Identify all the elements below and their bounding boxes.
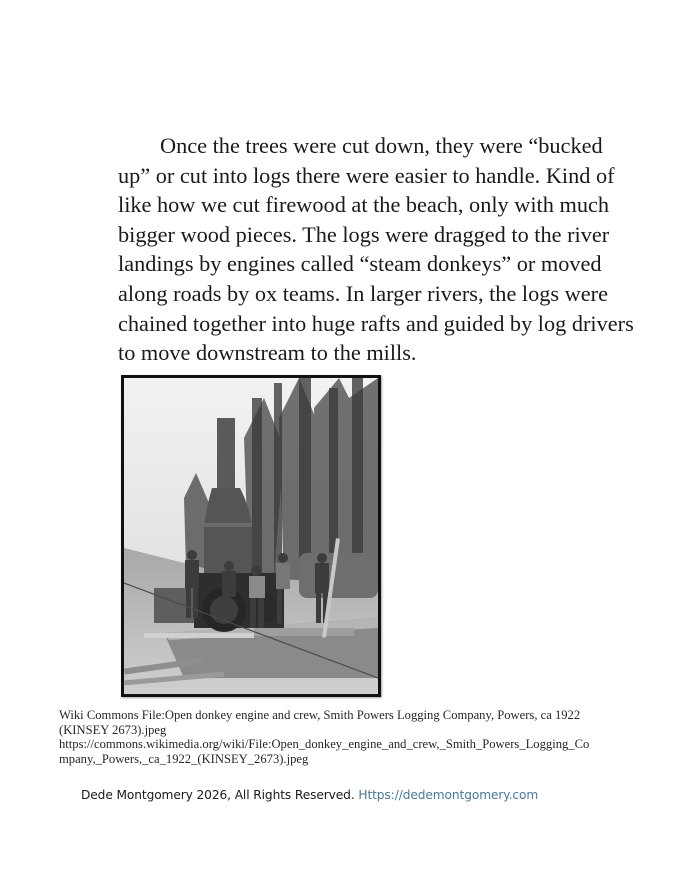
- body-line: up” or cut into logs there were easier to handle. Kind of: [118, 162, 615, 188]
- caption-line: Wiki Commons File:Open donkey engine and crew, Smith Powers Logging Company, Powers, ca 1922: [59, 708, 581, 722]
- caption-url-line: mpany,_Powers,_ca_1922_(KINSEY_2673).jpeg: [59, 751, 309, 766]
- body-line: chained together into huge rafts and guided by log drivers: [118, 310, 634, 336]
- photo-caption: [59, 708, 639, 766]
- body-line: landings by engines called “steam donkeys” or moved: [118, 251, 602, 277]
- caption-url-line: https://commons.wikimedia.org/wiki/File:Open_donkey_engine_and_crew,_Smith_Powers_Logging_Co: [59, 737, 590, 752]
- page-footer: [81, 788, 538, 802]
- body-line: along roads by ox teams. In larger rivers, the logs were: [118, 280, 608, 306]
- caption-line: (KINSEY 2673).jpeg: [59, 722, 167, 737]
- copyright-text: Dede Montgomery 2026, All Rights Reserved.: [81, 788, 359, 802]
- donkey-engine-photo: [124, 378, 378, 694]
- body-line: to move downstream to the mills.: [118, 340, 417, 366]
- website-link[interactable]: Https://dedemontgomery.com: [358, 788, 539, 802]
- historic-photo: [121, 375, 381, 697]
- body-line: like how we cut firewood at the beach, only with much: [118, 192, 610, 218]
- body-line: bigger wood pieces. The logs were dragged to the river: [118, 221, 610, 247]
- body-paragraph: [118, 131, 638, 368]
- body-line: Once the trees were cut down, they were “bucked: [160, 133, 603, 158]
